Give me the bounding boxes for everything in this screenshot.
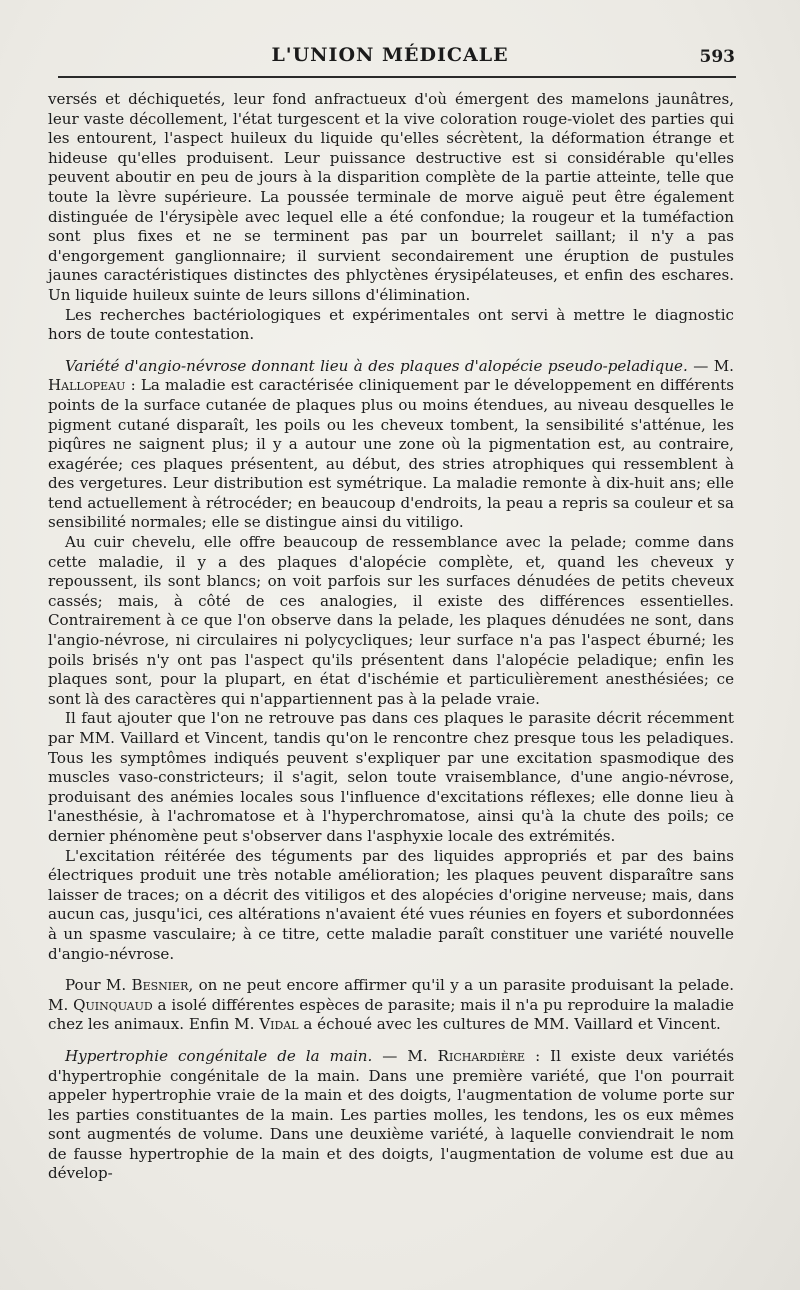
paragraph-8 — [48, 1047, 734, 1184]
section-heading-angio-nevrose: Variété d'angio-névrose donnant lieu à des plaques d'alopécie pseudo-peladique. — [65, 356, 688, 375]
page-number: 593 — [699, 47, 735, 67]
section-heading-hypertrophie: Hypertrophie congénitale de la main. — [65, 1046, 373, 1065]
paragraph-7-text-b: , on ne peut encore affirmer qu'il y a un parasite produisant la pelade. M. — [48, 976, 734, 1014]
header-rule — [58, 76, 736, 78]
paragraph-2: Les recherches bactériologiques et expérimentales ont servi à mettre le diagnostic hors de toute contestation. — [48, 305, 734, 344]
paragraph-6: L'excitation réitérée des téguments par des liquides appropriés et par des bains électriques produit une très notable amélioration; les plaques peuvent disparaître sans laisser de traces; on a décrit des vitiligos et des alopécies d'origine nerveuse; mais, dans aucun cas, jusqu'ici, ces altérations n'avaient été vues réunies en foyers et subordonnées à un spasme vasculaire; à ce titre, cette maladie paraît constituer une variété nouvelle d'angio-névrose. — [48, 846, 734, 963]
section-gap — [48, 1035, 734, 1047]
paragraph-3-text: : La maladie est caractérisée cliniquement par le développement en différents points de la surface cutanée de plaques plus ou moins étendues, au niveau desquelles le pigment cutané disparaît, les poils ou les cheveux tombent, la sensibilité s'atténue, les piqûres ne saignent plus; il y a autour une zone où la pigmentation est, au contraire, exagérée; ces plaques présentent, au début, des stries atrophiques qui ressemblent à des vergetures. Leur distribution est symétrique. La maladie remonte à dix-huit ans; elle tend actuellement à rétrocéder; en beaucoup d'endroits, la peau a repris sa couleur et sa sensibilité normales; elle se distingue ainsi du vitiligo. — [48, 376, 734, 532]
author-vidal: Vidal — [259, 1015, 299, 1034]
section-gap — [48, 964, 734, 976]
paragraph-1: versés et déchiquetés, leur fond anfractueux d'où émergent des mamelons jaunâtres, leur vaste décollement, l'état turgescent et la vive coloration rouge-violet des parties qui les entourent, l'aspect huileux du liquide qu'elles sécrètent, la déformation étrange et hideuse qu'elles produisent. Leur puissance destructive est si considérable qu'elles peuvent aboutir en peu de jours à la disparition complète de la partie atteinte, telle que toute la lèvre supérieure. La poussée terminale de morve aiguë peut être également distinguée de l'érysipèle avec lequel elle a été confondue; la rougeur et la tuméfaction sont plus fixes et ne se terminent pas par un bourrelet saillant; il n'y a pas d'engorgement ganglionnaire; il survient secondairement une éruption de pustules jaunes caractéristiques distinctes des phlyctènes érysipélateuses, et enfin des eschares. Un liquide huileux suinte de leurs sillons d'élimination. — [48, 90, 734, 304]
paragraph-5: Il faut ajouter que l'on ne retrouve pas dans ces plaques le parasite décrit récemment par MM. Vaillard et Vincent, tandis qu'on le rencontre chez presque tous les peladiques. Tous les symptômes indiqués peuvent s'expliquer par une excitation spasmodique des muscles vaso-constricteurs; il s'agit, selon toute vraisemblance, d'une angio-névrose, produisant des anémies locales sous l'influence d'excitations réflexes; elle donne lieu à l'anesthésie, à l'achromatose et à l'hyperchromatose, ainsi qu'à la chute des poils; ce dernier phénomène peut s'observer dans l'asphyxie locale des extrémités. — [48, 709, 734, 845]
paragraph-7-text-d: a échoué avec les cultures de MM. Vaillard et Vincent. — [298, 1015, 721, 1034]
author-richardiere: Richardière — [437, 1046, 526, 1065]
page-header — [45, 44, 735, 74]
paragraph-8-text: : Il existe deux variétés d'hypertrophie congénitale de la main. Dans une première variété, que l'on pourrait appeler hypertrophie vraie de la main et des doigts, l'augmentation de volume porte sur les parties constituantes de la main. Les parties molles, les tendons, les os eux mêmes sont augmentés de volume. Dans une deuxième variété, à laquelle conviendrait le nom de fausse hypertrophie de la main et des doigts, l'augmentation de volume est due au dévelop- — [48, 1046, 735, 1183]
paragraph-7 — [48, 976, 734, 1035]
author-hallopeau: — M. Hallopeau — [48, 356, 734, 395]
paragraph-7-text-a: Pour M. — [65, 976, 132, 995]
paragraph-3 — [48, 357, 734, 533]
section-gap — [48, 345, 734, 357]
paragraph-7-text-c: a isolé différentes espèces de parasite; mais il n'a pu reproduire la maladie chez les animaux. Enfin M. — [48, 995, 734, 1034]
paragraph-4: Au cuir chevelu, elle offre beaucoup de ressemblance avec la pelade; comme dans cette maladie, il y a des plaques d'alopécie complète, et, quand les cheveux y repoussent, ils sont blancs; on voit parfois sur les surfaces dénudées de petits cheveux cassés; mais, à côté de ces analogies, il existe des différences essentielles. Contrairement à ce que l'on observe dans la pelade, les plaques dénudées ne sont, dans l'angio-névrose, ni circulaires ni polycycliques; leur surface n'a pas l'aspect éburné; les poils brisés n'y ont pas l'aspect qu'ils présentent dans l'alopécie peladique; enfin les plaques sont, pour la plupart, en état d'ischémie et particulièrement anesthésiées; ce sont là des caractères qui n'appartiennent pas à la pelade vraie. — [48, 533, 734, 708]
dash: — M. — [372, 1046, 438, 1065]
article-body — [48, 90, 734, 1184]
author-quinquaud: Quinquaud — [73, 995, 153, 1014]
running-title: L'UNION MÉDICALE — [271, 44, 509, 66]
author-besnier: Besnier — [131, 976, 189, 995]
